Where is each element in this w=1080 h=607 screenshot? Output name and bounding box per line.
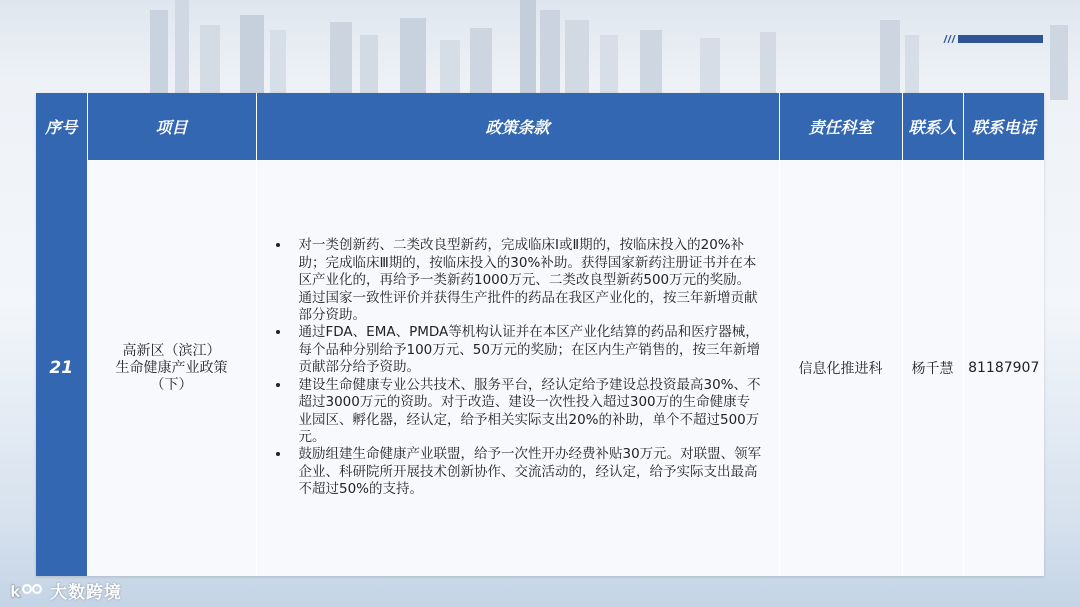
header-number: 序号 bbox=[36, 93, 87, 160]
row-project bbox=[87, 160, 256, 576]
city-skyline-background bbox=[0, 0, 1080, 100]
table-row bbox=[36, 160, 1044, 576]
row-department: 信息化推进科 bbox=[779, 160, 902, 576]
header-policy: 政策条款 bbox=[256, 93, 779, 160]
table-header-row bbox=[36, 93, 1044, 160]
watermark-text: 大数跨境 bbox=[50, 583, 122, 603]
decorative-accent-bar bbox=[958, 35, 1043, 43]
row-policy bbox=[256, 160, 779, 576]
policy-item: • 通过FDA、EMA、PMDA等机构认证并在本区产业化结算的药品和医疗器械，每个品种分别给予100万元、50万元的奖励；在区内生产销售的，按三年新增贡献部分给予资助。 bbox=[291, 324, 763, 376]
policy-item: • 鼓励组建生命健康产业联盟，给予一次性开办经费补贴30万元。对联盟、领军企业、科研院所开展技术创新协作、交流活动的，经认定，给予实际支出最高不超过50%的支持。 bbox=[291, 446, 763, 498]
decorative-slash-marks bbox=[941, 35, 957, 43]
policy-item: • 建设生命健康专业公共技术、服务平台，经认定给予建设总投资最高30%、不超过3000万元的资助。对于改造、建设一次性投入超过300万的生命健康专业园区、孵化器，经认定，给予相关实际支出20%的补助，单个不超过500万元。 bbox=[291, 377, 763, 447]
policy-table-container bbox=[36, 93, 1044, 576]
watermark bbox=[10, 578, 122, 603]
row-contact: 杨千慧 bbox=[902, 160, 963, 576]
project-line: 高新区（滨江） bbox=[122, 342, 221, 359]
row-number: 21 bbox=[36, 160, 87, 576]
svg-text:k: k bbox=[10, 581, 22, 601]
header-contact: 联系人 bbox=[902, 93, 963, 160]
project-line: （下） bbox=[150, 376, 193, 393]
kol-logo-icon bbox=[10, 580, 44, 602]
header-phone: 联系电话 bbox=[963, 93, 1044, 160]
policy-list bbox=[257, 237, 779, 498]
project-line: 生命健康产业政策 bbox=[115, 359, 228, 376]
policy-item: • 对一类创新药、二类改良型新药，完成临床Ⅰ或Ⅱ期的，按临床投入的20%补助；完成临床Ⅲ期的，按临床投入的30%补助。获得国家新药注册证书并在本区产业化的，再给予一类新药1000万元、二类改良型新药500万元的奖励。通过国家一致性评价并获得生产批件的药品在我区产业化的，按三年新增贡献部分资助。 bbox=[291, 237, 763, 324]
header-department: 责任科室 bbox=[779, 93, 902, 160]
policy-table bbox=[36, 93, 1044, 576]
header-project: 项目 bbox=[87, 93, 256, 160]
row-phone: 81187907 bbox=[963, 160, 1044, 576]
